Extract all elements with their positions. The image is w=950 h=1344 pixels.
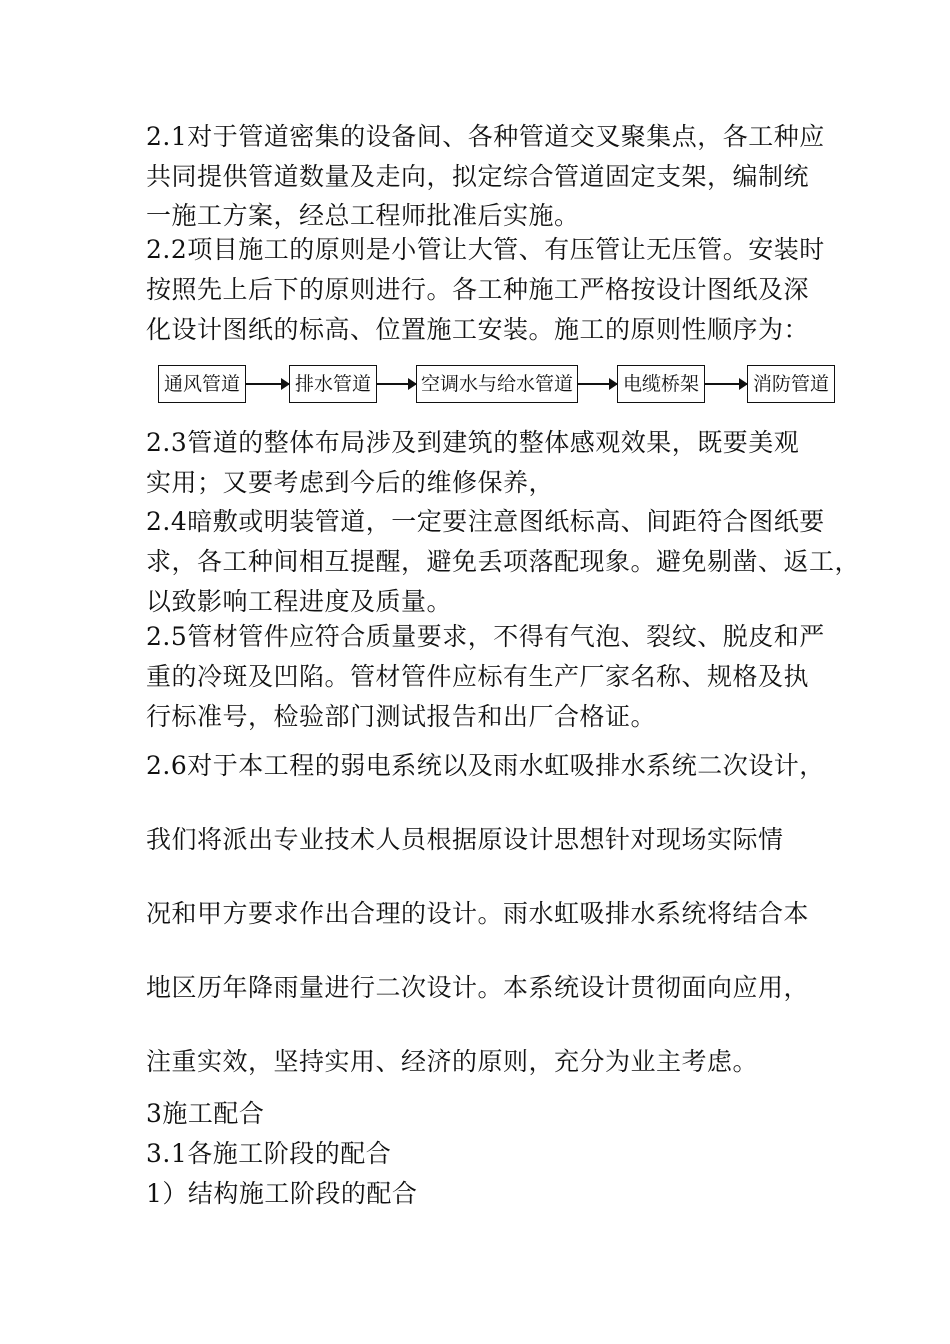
flow-arrow-icon	[578, 383, 617, 385]
text-line: 按照先上后下的原则进行。各工种施工严格按设计图纸及深	[146, 275, 810, 304]
text-line: 地区历年降雨量进行二次设计。本系统设计贯彻面向应用，	[146, 973, 810, 1002]
flow-step-hvac-water-supply: 空调水与给水管道	[416, 365, 578, 403]
text-line: 2.5管材管件应符合质量要求，不得有气泡、裂纹、脱皮和严	[146, 622, 825, 651]
text-line: 重的冷斑及凹陷。管材管件应标有生产厂家名称、规格及执	[146, 662, 810, 691]
text-line: 2.1对于管道密集的设备间、各种管道交叉聚集点，各工种应	[146, 122, 825, 151]
item-heading: 1）结构施工阶段的配合	[146, 1179, 418, 1208]
text-line: 实用；又要考虑到今后的维修保养，	[146, 468, 555, 497]
flow-arrow-icon	[377, 383, 416, 385]
subsection-heading: 3.1各施工阶段的配合	[146, 1139, 392, 1168]
flow-step-ventilation: 通风管道	[158, 365, 246, 403]
flow-arrow-icon	[246, 383, 289, 385]
flow-step-drainage: 排水管道	[289, 365, 377, 403]
text-line: 况和甲方要求作出合理的设计。雨水虹吸排水系统将结合本	[146, 899, 810, 928]
text-line: 共同提供管道数量及走向，拟定综合管道固定支架，编制统	[146, 162, 810, 191]
text-line: 一施工方案，经总工程师批准后实施。	[146, 201, 580, 230]
flow-arrow-icon	[705, 383, 747, 385]
section-heading: 3施工配合	[146, 1099, 265, 1128]
text-line: 2.4暗敷或明装管道，一定要注意图纸标高、间距符合图纸要	[146, 507, 825, 536]
text-line: 以致影响工程进度及质量。	[146, 587, 453, 616]
flow-step-fire-protection: 消防管道	[747, 365, 835, 403]
text-line: 2.6对于本工程的弱电系统以及雨水虹吸排水系统二次设计，	[146, 751, 825, 780]
construction-sequence-flowchart	[158, 365, 838, 407]
text-line: 我们将派出专业技术人员根据原设计思想针对现场实际情	[146, 825, 784, 854]
text-line: 注重实效，坚持实用、经济的原则，充分为业主考虑。	[146, 1047, 759, 1076]
text-line: 行标准号，检验部门测试报告和出厂合格证。	[146, 702, 657, 731]
text-line: 2.2项目施工的原则是小管让大管、有压管让无压管。安装时	[146, 235, 825, 264]
text-line: 2.3管道的整体布局涉及到建筑的整体感观效果，既要美观	[146, 428, 800, 457]
flow-step-cable-tray: 电缆桥架	[617, 365, 705, 403]
text-line: 求，各工种间相互提醒，避免丢项落配现象。避免剔凿、返工，	[146, 547, 861, 576]
text-line: 化设计图纸的标高、位置施工安装。施工的原则性顺序为：	[146, 315, 810, 344]
